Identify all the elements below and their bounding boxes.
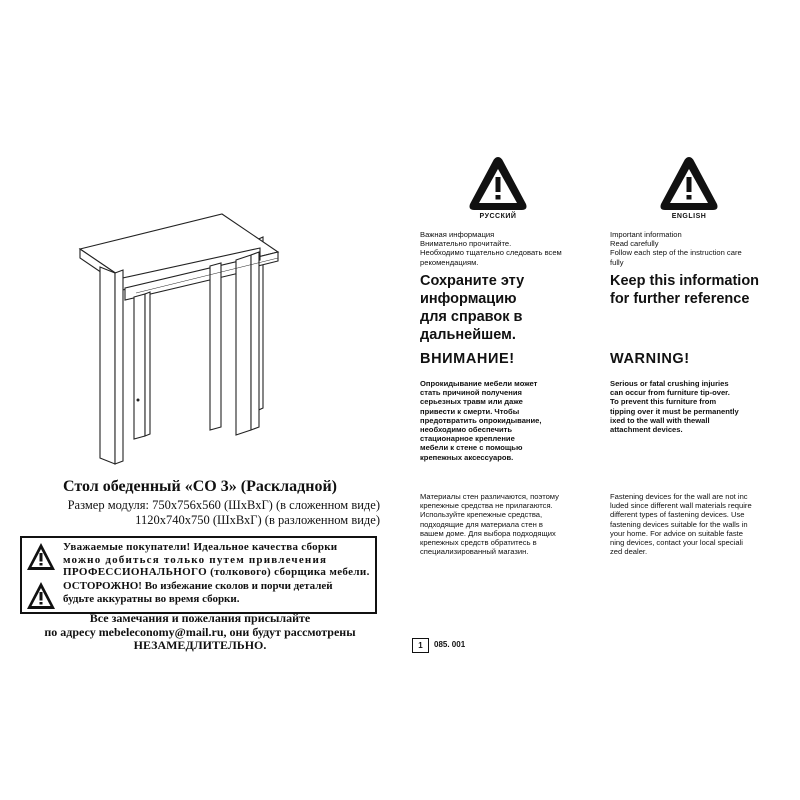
text-line: подходящие для материала стен в (420, 519, 543, 529)
text-line: ning devices, contact your local speciali (610, 538, 743, 548)
text-line: дальнейшем. (420, 327, 516, 343)
text-line: Сохраните эту (420, 273, 525, 289)
assembly-notice-line: Уважаемые покупатели! Идеальное качества сборки (63, 541, 338, 553)
text-line: рекомендациям. (420, 257, 479, 267)
warning-triangle-icon (468, 156, 528, 212)
language-label-russian: РУССКИЙ (479, 213, 517, 220)
warning-triangle-icon (25, 580, 57, 612)
assembly-notice-line: можно добиться только путем привлечения (63, 553, 328, 566)
assembly-notice (22, 541, 375, 579)
text-line: Read carefully (610, 239, 659, 249)
text-line: серьезных травм или даже (420, 397, 523, 407)
text-line: for further reference (610, 291, 750, 307)
text-line: крепежных средств обратитесь в (420, 538, 537, 548)
text-line: мебели к стене с помощью (420, 443, 523, 453)
text-line: Используйте крепежные средства, (420, 510, 543, 520)
text-line: для справок в (420, 309, 523, 325)
warning-text (610, 379, 780, 434)
text-line: стационарное крепление (420, 434, 515, 444)
assembly-notice-text (63, 541, 375, 579)
text-line: ixed to the wall with thewall (610, 415, 710, 425)
dimensions-unfolded: 1120х740х750 (ШхВхГ) (в разложенном виде) (135, 513, 380, 527)
text-line: Внимательно прочитайте. (420, 239, 512, 249)
text-line: информацию (420, 291, 517, 307)
text-line: To prevent this furniture from (610, 397, 717, 407)
keep-info-heading (420, 272, 595, 344)
caution-notice-line: будьте аккуратны во время сборки. (63, 592, 240, 605)
text-line: your home. For advice on suitable faste (610, 528, 743, 538)
text-line: крепежные средства не прилагаются. (420, 501, 553, 511)
text-line: tipping over it must be permanently (610, 406, 739, 416)
text-line: Важная информация (420, 230, 495, 239)
important-info (610, 230, 780, 267)
text-line: Serious or fatal crushing injuries (610, 379, 729, 388)
table-drawing (70, 196, 310, 476)
text-line: предотвратить опрокидывание, (420, 415, 542, 425)
text-line: крепежных аксессуаров. (420, 452, 514, 462)
warning-heading: ВНИМАНИЕ! (420, 351, 515, 367)
assembly-notice-line: ПРОФЕССИОНАЛЬНОГО (толкового) сборщика мебели. (63, 566, 370, 578)
contact-line: Все замечания и пожелания присылайте (89, 611, 311, 625)
page-code: 085. 001 (434, 640, 466, 649)
warning-text (420, 379, 595, 462)
caution-notice-text (63, 580, 333, 605)
language-label-english: ENGLISH (671, 213, 707, 220)
important-info (420, 230, 595, 267)
warning-heading: WARNING! (610, 351, 690, 367)
caution-notice-line: ОСТОРОЖНО! Во избежание сколов и порчи деталей (63, 580, 333, 592)
text-line: luded since different wall materials require (610, 501, 752, 511)
contact-line: по адресу mebeleconomy@mail.ru, они будут рассмотрены (44, 624, 356, 639)
text-line: вашем доме. Для выбора подходящих (420, 528, 556, 538)
text-line: Материалы стен различаются, поэтому (420, 492, 559, 501)
text-line: стать причиной получения (420, 388, 522, 398)
keep-info-heading (610, 272, 780, 308)
wall-fastening-text (420, 492, 595, 556)
wall-fastening-text (610, 492, 780, 556)
assembly-notice-box (20, 536, 377, 614)
text-line: Необходимо тщательно следовать всем (420, 248, 562, 258)
text-line: different types of fastening devices. Use (610, 510, 745, 520)
text-line: can occur from furniture tip-over. (610, 388, 730, 398)
text-line: Fastening devices for the wall are not inc (610, 492, 748, 501)
text-line: attachment devices. (610, 425, 683, 435)
warning-triangle-icon (659, 156, 719, 212)
contact-info (20, 612, 380, 653)
text-line: необходимо обеспечить (420, 425, 513, 435)
dimensions-folded: Размер модуля: 750х756х560 (ШхВхГ) (в сложенном виде) (67, 498, 380, 512)
warning-triangle-icon (25, 541, 57, 573)
text-line: Опрокидывание мебели может (420, 379, 538, 388)
text-line: fully (610, 257, 624, 267)
text-line: Important information (610, 230, 682, 239)
caution-notice (22, 580, 375, 612)
instruction-sheet (0, 146, 800, 650)
contact-line: НЕЗАМЕДЛИТЕЛЬНО. (133, 638, 267, 652)
text-line: Keep this information (610, 273, 760, 289)
product-title: Стол обеденный «СО 3» (Раскладной) (62, 478, 338, 495)
text-line: zed dealer. (610, 547, 648, 557)
text-line: Follow each step of the instruction care (610, 248, 742, 258)
text-line: fastening devices suitable for the walls in (610, 519, 748, 529)
text-line: привести к смерти. Чтобы (420, 406, 520, 416)
page-number: 1 (412, 638, 429, 653)
text-line: специализированный магазин. (420, 547, 529, 557)
